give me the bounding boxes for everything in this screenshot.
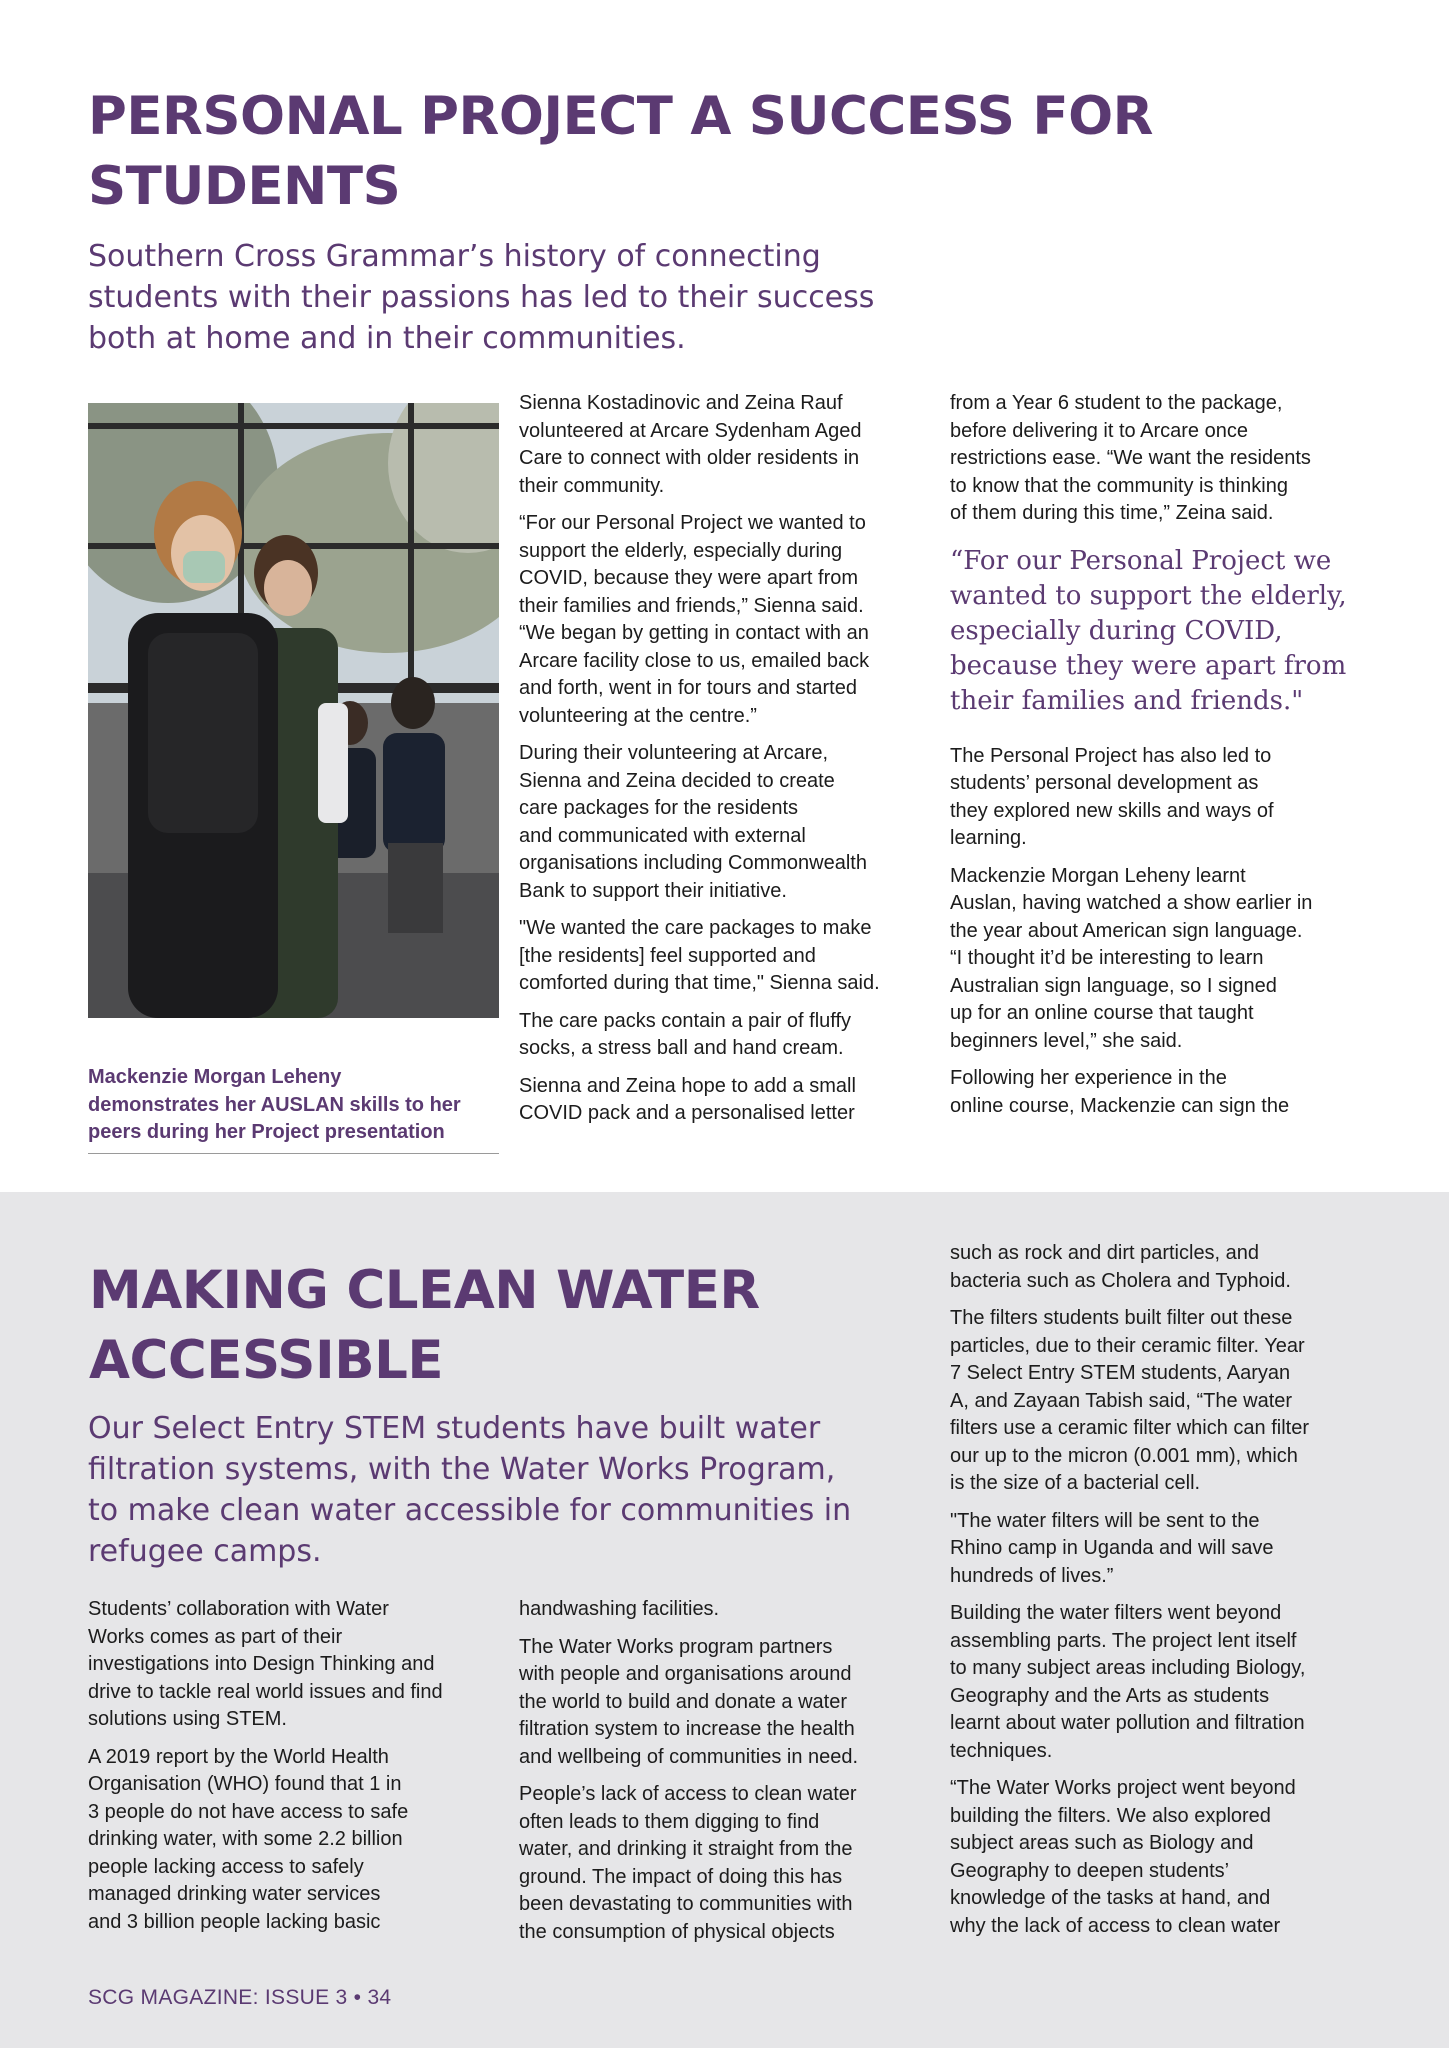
body-paragraph	[519, 510, 939, 730]
body-line: such as rock and dirt particles, and	[950, 1242, 1260, 1264]
body-line: people lacking access to safely	[88, 1855, 364, 1878]
body-line: the year about American sign language.	[950, 919, 1303, 942]
body-line: beginners level,” she said.	[950, 1029, 1183, 1052]
body-line: techniques.	[950, 1739, 1053, 1762]
article-standfirst	[88, 236, 888, 359]
body-line: Rhino camp in Uganda and will save	[950, 1537, 1274, 1559]
body-line: A, and Zayaan Tabish said, “The water	[950, 1389, 1293, 1412]
photo-caption	[88, 1064, 499, 1154]
body-line: Organisation (WHO) found that 1 in	[88, 1773, 402, 1795]
body-line: "We wanted the care packages to make	[519, 917, 872, 939]
body-line: Sienna and Zeina decided to create	[519, 769, 835, 792]
body-line: often leads to them digging to find	[519, 1810, 820, 1833]
body-paragraph	[950, 1240, 1370, 1295]
body-line: Students’ collaboration with Water	[88, 1598, 389, 1620]
body-line: drinking water, with some 2.2 billion	[88, 1828, 403, 1850]
title-line: ACCESSIBLE	[89, 1330, 444, 1391]
standfirst-line: refugee camps.	[88, 1534, 322, 1569]
body-line: before delivering it to Arcare once	[950, 419, 1248, 442]
body-paragraph	[950, 1065, 1370, 1120]
body-line: the consumption of physical objects	[519, 1920, 835, 1943]
page-footer: SCG MAGAZINE: ISSUE 3 • 34	[88, 1986, 392, 2009]
body-line: organisations including Commonwealth	[519, 852, 867, 874]
title-line: PERSONAL PROJECT A SUCCESS FOR	[88, 86, 1153, 147]
body-line: and communicated with external	[519, 824, 806, 847]
article-title	[88, 82, 1208, 222]
body-line: ground. The impact of doing this has	[519, 1865, 843, 1888]
body-line: Arcare facility close to us, emailed back	[519, 649, 870, 672]
body-line: “The Water Works project went beyond	[950, 1777, 1296, 1799]
caption-line: Mackenzie Morgan Leheny	[88, 1066, 342, 1088]
body-line: Auslan, having watched a show earlier in	[950, 892, 1313, 914]
article1-column-2	[950, 390, 1370, 1130]
body-line: filtration system to increase the health	[519, 1718, 855, 1740]
body-paragraph	[519, 1008, 939, 1063]
body-line: People’s lack of access to clean water	[519, 1783, 857, 1805]
body-line: “I thought it’d be interesting to learn	[950, 947, 1264, 969]
body-line: Building the water filters went beyond	[950, 1602, 1282, 1624]
body-line: their community.	[519, 474, 665, 497]
body-line: with people and organisations around	[519, 1663, 852, 1685]
body-line: to know that the community is thinking	[950, 474, 1288, 497]
body-line: A 2019 report by the World Health	[88, 1745, 389, 1768]
body-line: restrictions ease. “We want the residents	[950, 447, 1311, 469]
article2-column-1	[88, 1596, 508, 1946]
body-line: up for an online course that taught	[950, 1002, 1254, 1024]
title-line: STUDENTS	[88, 156, 401, 217]
body-paragraph	[519, 1073, 939, 1128]
body-paragraph	[950, 1305, 1370, 1498]
body-line: Following her experience in the	[950, 1067, 1227, 1089]
body-line: Works comes as part of their	[88, 1625, 343, 1648]
body-paragraph	[519, 1596, 939, 1624]
body-line: comforted during that time," Sienna said.	[519, 972, 880, 994]
body-line: Sienna and Zeina hope to add a small	[519, 1074, 856, 1097]
pull-quote	[950, 544, 1370, 719]
body-line: particles, due to their ceramic filter. Year	[950, 1334, 1305, 1357]
body-line: to many subject areas including Biology,	[950, 1657, 1306, 1679]
article1-column-1	[519, 390, 939, 1138]
body-line: [the residents] feel supported and	[519, 944, 816, 967]
body-line: from a Year 6 student to the package,	[950, 392, 1283, 414]
body-line: support the elderly, especially during	[519, 539, 843, 562]
body-paragraph	[519, 915, 939, 998]
article-title	[89, 1256, 889, 1396]
body-line: handwashing facilities.	[519, 1598, 720, 1620]
body-line: online course, Mackenzie can sign the	[950, 1094, 1290, 1117]
body-line: “We began by getting in contact with an	[519, 622, 869, 644]
body-line: Geography and the Arts as students	[950, 1684, 1270, 1707]
body-paragraph	[950, 390, 1370, 528]
body-line: subject areas such as Biology and	[950, 1832, 1254, 1854]
body-line: students’ personal development as	[950, 772, 1259, 794]
pull-quote-line: because they were apart from	[950, 650, 1347, 681]
pull-quote-line: their families and friends."	[950, 685, 1304, 716]
body-line: their families and friends,” Sienna said.	[519, 594, 864, 617]
body-line: investigations into Design Thinking and	[88, 1653, 435, 1675]
body-line: care packages for the residents	[519, 797, 799, 819]
body-line: been devastating to communities with	[519, 1893, 853, 1915]
standfirst-line: Southern Cross Grammar’s history of connecting	[88, 239, 821, 274]
body-line: water, and drinking it straight from the	[519, 1838, 853, 1860]
body-line: the world to build and donate a water	[519, 1690, 847, 1713]
body-paragraph	[88, 1596, 508, 1734]
body-line: and forth, went in for tours and started	[519, 677, 857, 699]
body-line: 3 people do not have access to safe	[88, 1800, 409, 1823]
body-line: "The water filters will be sent to the	[950, 1509, 1260, 1532]
body-paragraph	[519, 1781, 939, 1946]
body-line: building the filters. We also explored	[950, 1804, 1271, 1827]
body-line: learnt about water pollution and filtration	[950, 1712, 1305, 1734]
body-line: 7 Select Entry STEM students, Aaryan	[950, 1362, 1291, 1384]
title-line: MAKING CLEAN WATER	[89, 1260, 760, 1321]
body-line: why the lack of access to clean water	[950, 1914, 1281, 1937]
body-line: of them during this time,” Zeina said.	[950, 502, 1274, 524]
body-line: Bank to support their initiative.	[519, 879, 787, 902]
pull-quote-line: wanted to support the elderly,	[950, 580, 1347, 611]
standfirst-line: Our Select Entry STEM students have built water	[88, 1411, 821, 1446]
body-line: knowledge of the tasks at hand, and	[950, 1887, 1271, 1909]
body-line: socks, a stress ball and hand cream.	[519, 1037, 844, 1059]
body-line: is the size of a bacterial cell.	[950, 1472, 1201, 1494]
pull-quote-line: especially during COVID,	[950, 615, 1283, 646]
body-line: assembling parts. The project lent itself	[950, 1629, 1297, 1652]
pull-quote-line: “For our Personal Project we	[950, 545, 1332, 576]
body-line: COVID pack and a personalised letter	[519, 1102, 855, 1124]
standfirst-line: students with their passions has led to their success	[88, 280, 875, 315]
body-paragraph	[519, 1634, 939, 1772]
body-line: hundreds of lives.”	[950, 1564, 1114, 1587]
body-paragraph	[519, 390, 939, 500]
body-paragraph	[950, 1600, 1370, 1765]
body-line: Australian sign language, so I signed	[950, 974, 1277, 997]
body-line: “For our Personal Project we wanted to	[519, 512, 866, 534]
body-line: our up to the micron (0.001 mm), which	[950, 1444, 1298, 1467]
body-line: The Personal Project has also led to	[950, 744, 1272, 767]
body-paragraph	[950, 743, 1370, 853]
body-line: learning.	[950, 827, 1027, 849]
body-paragraph	[519, 740, 939, 905]
body-line: COVID, because they were apart from	[519, 567, 859, 589]
body-line: Geography to deepen students’	[950, 1859, 1230, 1882]
standfirst-line: to make clean water accessible for communities in	[88, 1493, 852, 1528]
body-line: During their volunteering at Arcare,	[519, 742, 829, 764]
body-paragraph	[950, 1508, 1370, 1591]
body-paragraph	[950, 1775, 1370, 1940]
body-line: filters use a ceramic filter which can filter	[950, 1417, 1310, 1439]
article-standfirst	[88, 1408, 908, 1572]
body-line: Mackenzie Morgan Leheny learnt	[950, 864, 1246, 887]
body-line: volunteered at Arcare Sydenham Aged	[519, 419, 862, 442]
caption-line: peers during her Project presentation	[88, 1121, 445, 1143]
caption-line: demonstrates her AUSLAN skills to her	[88, 1093, 461, 1116]
body-line: managed drinking water services	[88, 1883, 381, 1905]
body-line: volunteering at the centre.”	[519, 704, 757, 727]
body-line: bacteria such as Cholera and Typhoid.	[950, 1269, 1291, 1292]
body-paragraph	[950, 863, 1370, 1056]
body-line: The Water Works program partners	[519, 1635, 833, 1658]
standfirst-line: filtration systems, with the Water Works Program,	[88, 1452, 836, 1487]
body-line: Sienna Kostadinovic and Zeina Rauf	[519, 392, 843, 414]
body-line: drive to tackle real world issues and find	[88, 1680, 443, 1703]
article2-column-2	[519, 1596, 939, 1956]
body-line: Care to connect with older residents in	[519, 447, 860, 469]
standfirst-line: both at home and in their communities.	[88, 321, 686, 356]
body-line: The care packs contain a pair of fluffy	[519, 1009, 852, 1032]
body-line: The filters students built filter out these	[950, 1307, 1293, 1329]
body-line: and 3 billion people lacking basic	[88, 1910, 381, 1933]
body-line: solutions using STEM.	[88, 1708, 287, 1730]
body-line: and wellbeing of communities in need.	[519, 1745, 859, 1768]
body-line: they explored new skills and ways of	[950, 799, 1274, 822]
article2-column-3	[950, 1240, 1370, 1950]
article-photo	[88, 403, 499, 1018]
body-paragraph	[88, 1744, 508, 1937]
